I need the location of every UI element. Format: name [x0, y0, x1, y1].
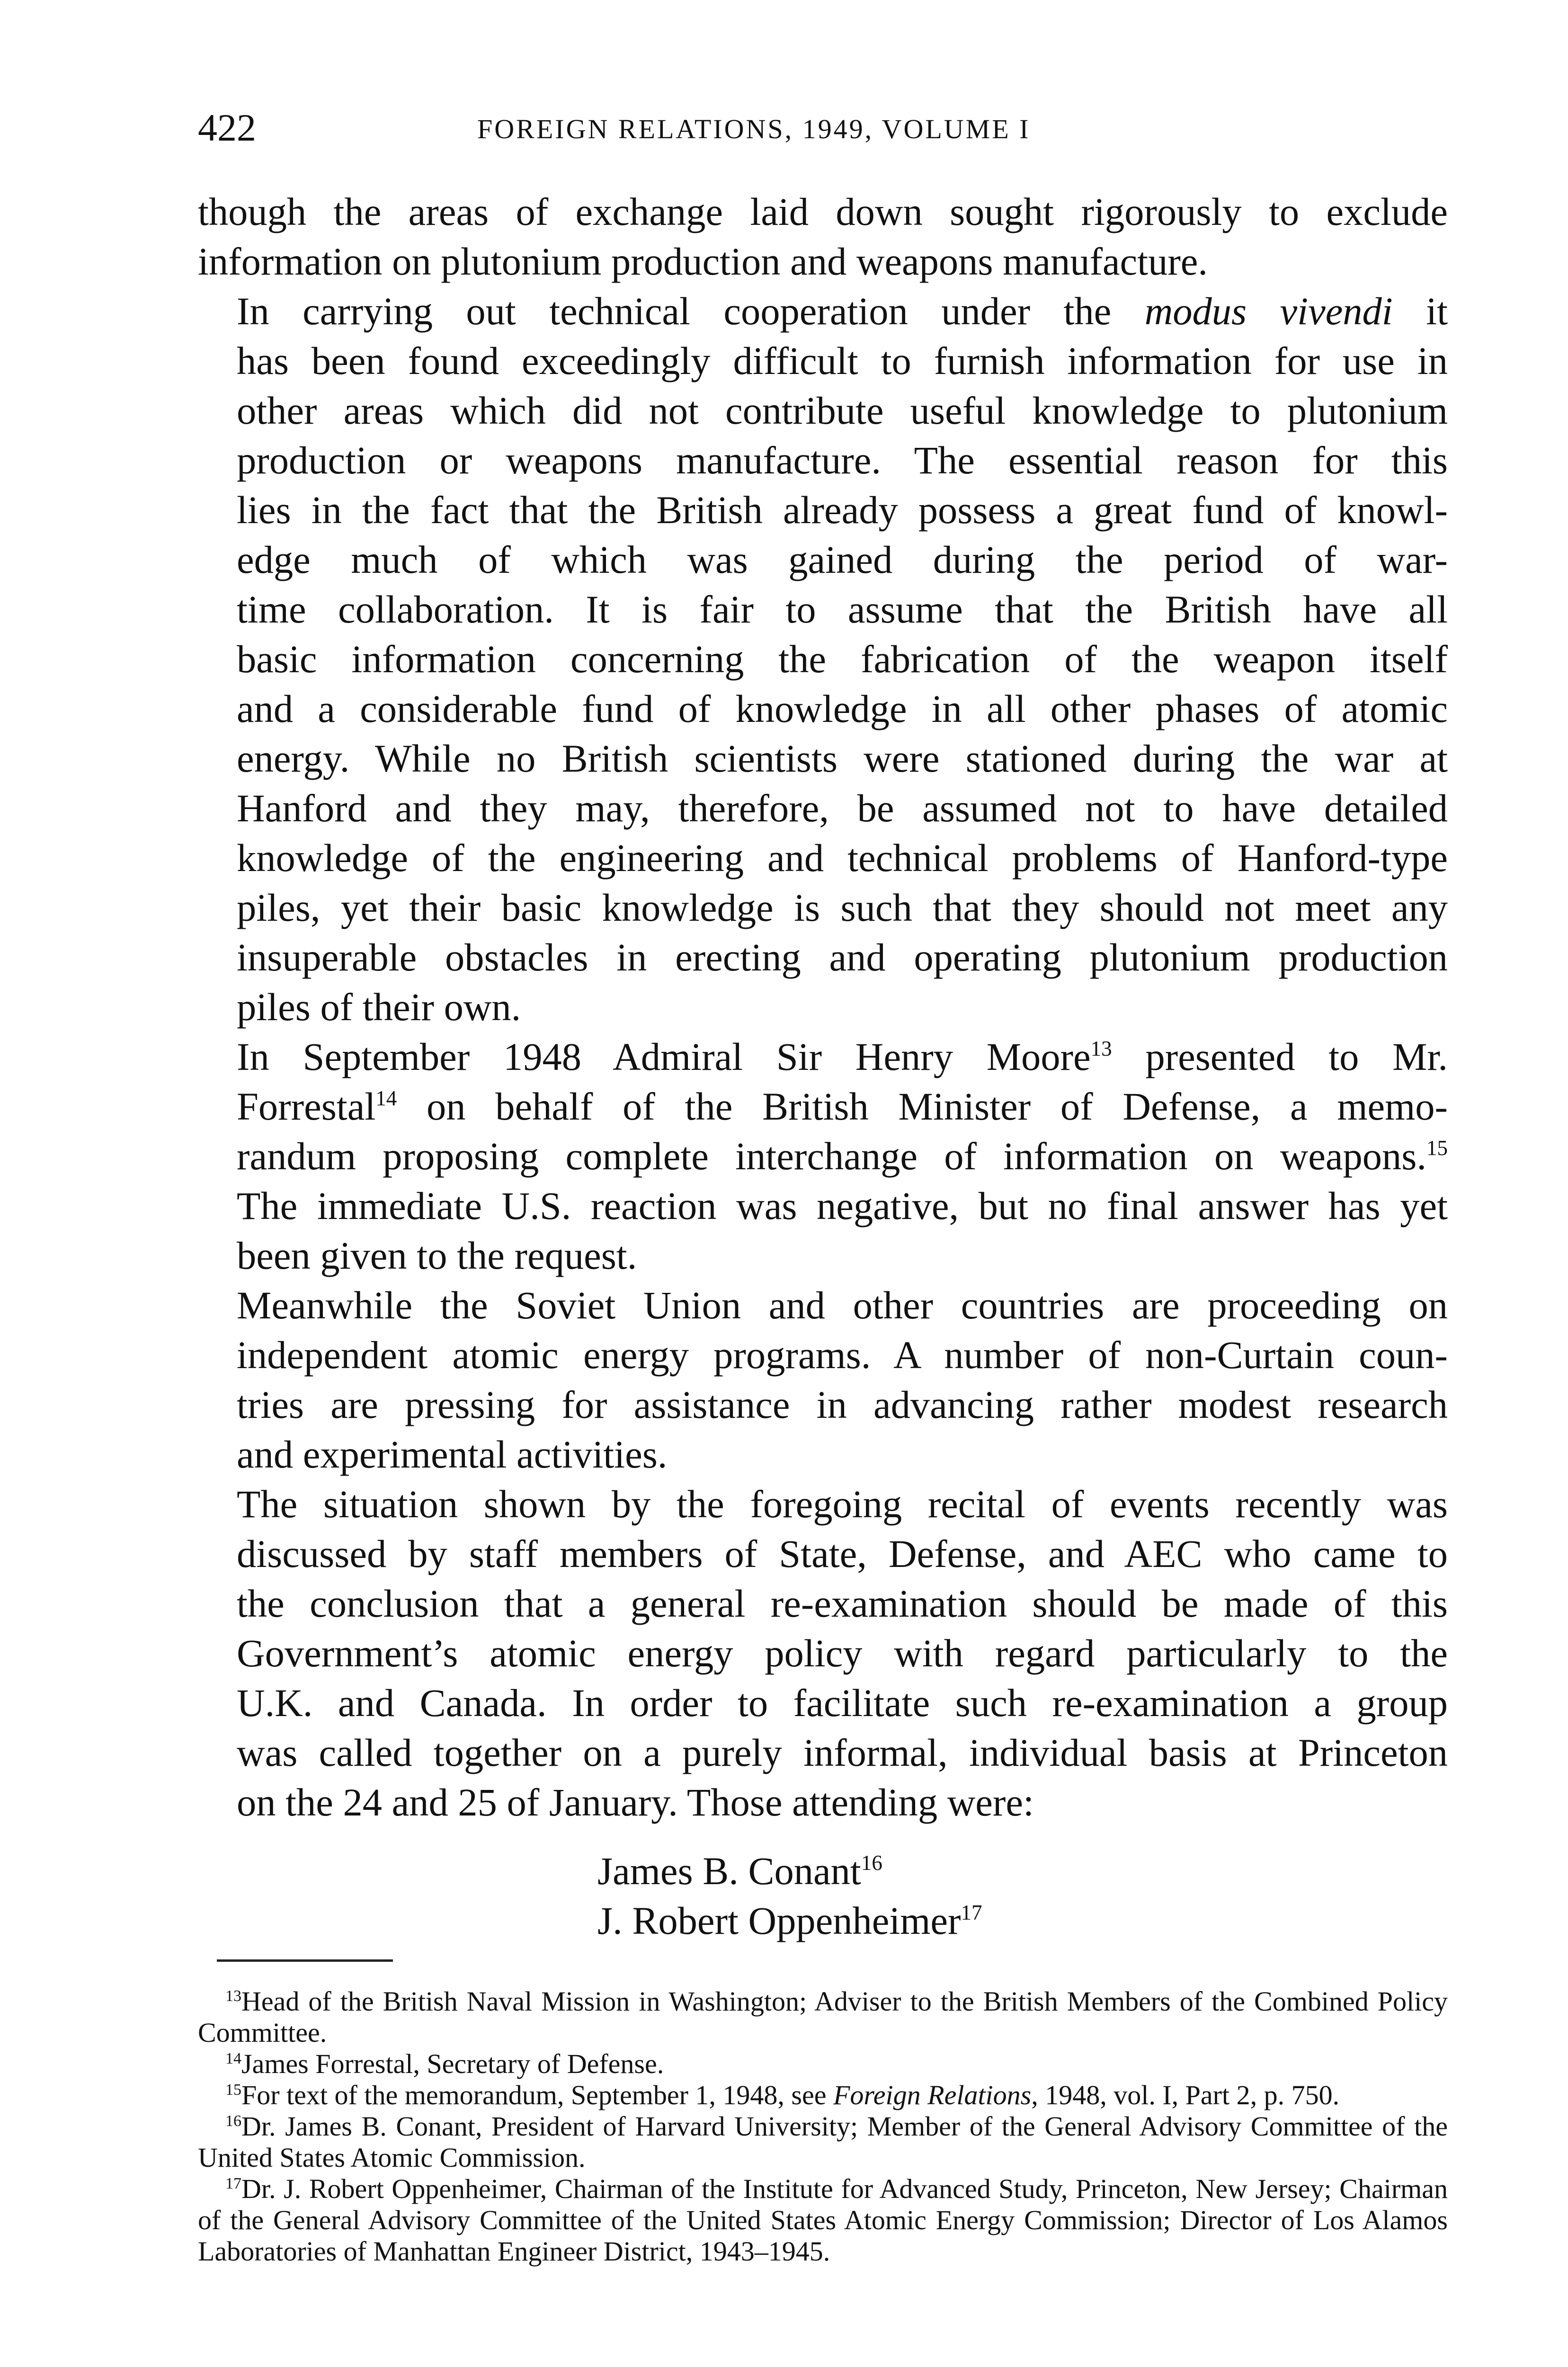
- footnote-number: 15: [225, 2081, 241, 2099]
- footnote-number: 13: [225, 1987, 241, 2005]
- footnote-text: Head of the British Naval Mission in Washington; Adviser to the British Members of the Combined Policy Committee.: [198, 1986, 1448, 2048]
- text-line: [198, 286, 1448, 336]
- footnote-italic-title: Foreign Relations: [833, 2080, 1032, 2110]
- text-line: though the areas of exchange laid down sought rigorously to exclude: [198, 190, 1448, 233]
- text-line: and experimental activities.: [237, 1433, 668, 1476]
- text-fragment: on behalf of the British Minister of Defense, a memo-: [397, 1085, 1448, 1128]
- text-line: Hanford and they may, therefore, be assumed not to have detailed: [237, 786, 1448, 830]
- footnote-text: James Forrestal, Secretary of Defense.: [241, 2048, 664, 2079]
- text-line: basic information concerning the fabrication of the weapon itself: [237, 637, 1448, 681]
- text-line: piles, yet their basic knowledge is such that they should not meet any: [237, 886, 1448, 929]
- text-line: tries are pressing for assistance in advancing rather modest research: [237, 1383, 1448, 1426]
- text-line: lies in the fact that the British already possess a great fund of knowl-: [237, 488, 1448, 532]
- footnote-16: [198, 2111, 1448, 2173]
- attendee-list: [597, 1846, 982, 1946]
- footnote-ref-16: 16: [861, 1851, 882, 1875]
- footnote-number: 17: [225, 2175, 241, 2192]
- footnote-text: For text of the memorandum, September 1, 1948, see: [241, 2080, 833, 2110]
- footnote-ref-13: 13: [1090, 1037, 1112, 1060]
- running-title: FOREIGN RELATIONS, 1949, VOLUME I: [477, 114, 1031, 144]
- text-line: knowledge of the engineering and technical problems of Hanford-type: [237, 836, 1448, 880]
- footnotes: [198, 1986, 1448, 2267]
- text-fragment: it: [1392, 289, 1448, 333]
- footnote-ref-17: 17: [961, 1901, 982, 1924]
- paragraph-princeton-meeting: [198, 1479, 1448, 1827]
- text-line: The situation shown by the foregoing recital of events recently was: [237, 1482, 1448, 1526]
- text-line: piles of their own.: [237, 985, 521, 1029]
- paragraph-modus-vivendi: [198, 286, 1448, 1032]
- text-line: information on plutonium production and weapons manufacture.: [198, 240, 1208, 283]
- footnote-14: [198, 2048, 1448, 2080]
- text-line: Meanwhile the Soviet Union and other countries are proceeding on: [237, 1283, 1448, 1327]
- page-header: [198, 104, 1448, 156]
- text-line: energy. While no British scientists were stationed during the war at: [237, 737, 1448, 780]
- text-line: and a considerable fund of knowledge in all other phases of atomic: [237, 687, 1448, 730]
- attendee: [597, 1846, 982, 1896]
- page-number: 422: [198, 106, 256, 149]
- text-line: edge much of which was gained during the period of war-: [237, 538, 1448, 581]
- text-fragment: randum proposing complete interchange of information on weapons.: [237, 1134, 1426, 1178]
- footnote-number: 14: [225, 2050, 241, 2067]
- paragraph-soviet-union: [198, 1281, 1448, 1479]
- text-line: U.K. and Canada. In order to facilitate such re-examination a group: [237, 1681, 1448, 1725]
- text-line: independent atomic energy programs. A number of non-Curtain coun-: [237, 1333, 1448, 1377]
- paragraph-moore-memorandum: [198, 1032, 1448, 1281]
- paragraph-continuation: [198, 187, 1448, 286]
- footnote-divider: [217, 1959, 393, 1962]
- text-line: [198, 1131, 1448, 1181]
- text-fragment: In carrying out technical cooperation under the: [237, 289, 1145, 333]
- text-fragment: In September 1948 Admiral Sir Henry Moore: [237, 1035, 1091, 1078]
- footnote-15: [198, 2080, 1448, 2111]
- body-text: [198, 187, 1448, 1827]
- footnote-ref-14: 14: [375, 1086, 397, 1110]
- attendee: [597, 1896, 982, 1946]
- text-fragment: Forrestal: [237, 1085, 376, 1128]
- text-line: other areas which did not contribute useful knowledge to plutonium: [237, 389, 1448, 432]
- footnote-number: 16: [225, 2112, 241, 2130]
- footnote-text: Dr. James B. Conant, President of Harvard University; Member of the General Advisory Committee of the United States Atomic Commission.: [198, 2111, 1448, 2173]
- footnote-text: , 1948, vol. I, Part 2, p. 750.: [1031, 2080, 1340, 2110]
- text-fragment: presented to Mr.: [1112, 1035, 1448, 1078]
- text-line: The immediate U.S. reaction was negative, but no final answer has yet: [237, 1184, 1448, 1228]
- text-line: Government’s atomic energy policy with regard particularly to the: [237, 1631, 1448, 1675]
- text-line: time collaboration. It is fair to assume that the British have all: [237, 587, 1448, 631]
- italic-term: modus vivendi: [1144, 289, 1393, 333]
- text-line: insuperable obstacles in erecting and operating plutonium production: [237, 935, 1448, 979]
- footnote-ref-15: 15: [1426, 1136, 1448, 1160]
- text-line: has been found exceedingly difficult to furnish information for use in: [237, 339, 1448, 383]
- text-line: was called together on a purely informal, individual basis at Princeton: [237, 1731, 1448, 1774]
- footnote-13: [198, 1986, 1448, 2048]
- footnote-text: Dr. J. Robert Oppenheimer, Chairman of the Institute for Advanced Study, Princeton, New Jersey; Chairman of the General Advisory Committee of the United States Atomic Energy Commission; Director of Los Alamos Laboratories of Manhattan Engineer District, 1943–1945.: [198, 2173, 1448, 2267]
- text-line: the conclusion that a general re-examination should be made of this: [237, 1582, 1448, 1625]
- text-line: discussed by staff members of State, Defense, and AEC who came to: [237, 1532, 1448, 1575]
- text-line: [198, 1032, 1448, 1082]
- text-line: [198, 1082, 1448, 1131]
- attendee-name: James B. Conant: [597, 1849, 861, 1893]
- text-line: been given to the request.: [237, 1234, 637, 1277]
- footnote-17: [198, 2173, 1448, 2267]
- attendee-name: J. Robert Oppenheimer: [597, 1899, 961, 1942]
- text-line: on the 24 and 25 of January. Those attending were:: [237, 1780, 1034, 1824]
- text-line: production or weapons manufacture. The essential reason for this: [237, 438, 1448, 482]
